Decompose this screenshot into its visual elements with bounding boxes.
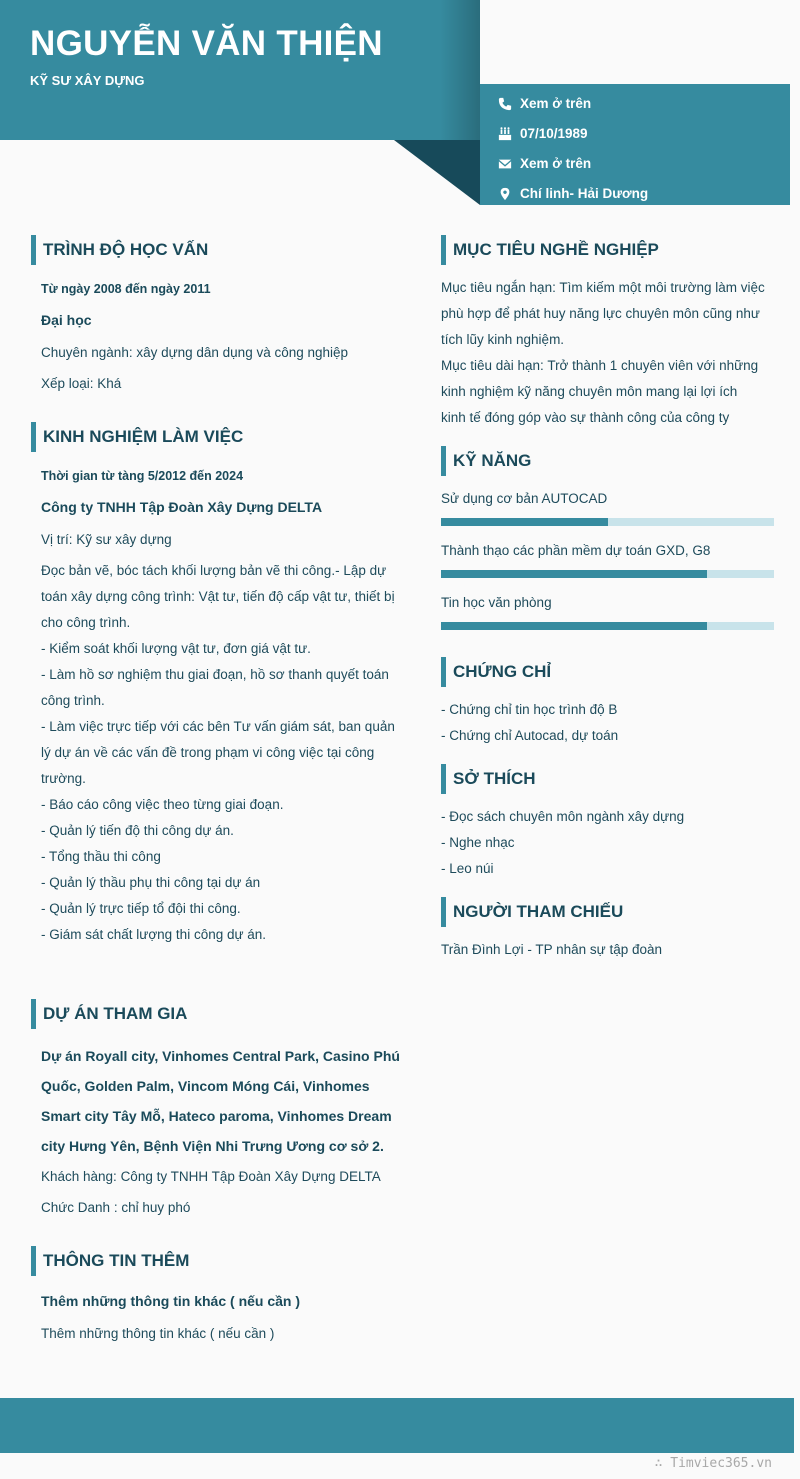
section-marker — [441, 764, 446, 794]
experience-period: Thời gian từ tàng 5/2012 đến 2024 — [41, 469, 244, 483]
education-period: Từ ngày 2008 đến ngày 2011 — [41, 282, 211, 296]
section-education — [31, 235, 208, 265]
project-line: Dự án Royall city, Vinhomes Central Park, Casino Phú — [41, 1048, 400, 1064]
skill-level-fill — [441, 518, 608, 526]
section-references — [441, 897, 623, 927]
section-marker — [31, 235, 36, 265]
reference-entry: Trần Đình Lợi - TP nhân sự tập đoàn — [441, 942, 663, 957]
section-experience — [31, 422, 243, 452]
hobbies-list — [441, 804, 684, 882]
address-value: Chí linh- Hải Dương — [520, 186, 649, 201]
map-pin-icon — [498, 187, 512, 201]
additional-text: Thêm những thông tin khác ( nếu cần ) — [41, 1326, 275, 1341]
job-title: KỸ SƯ XÂY DỰNG — [30, 73, 145, 88]
candidate-name: NGUYỄN VĂN THIỆN — [30, 24, 383, 63]
experience-line: - Tổng thầu thi công — [41, 849, 161, 864]
experience-line: công trình. — [41, 693, 105, 708]
email-value: Xem ở trên — [520, 156, 592, 171]
section-title: KỸ NĂNG — [453, 451, 532, 470]
section-marker — [441, 446, 446, 476]
experience-line: cho công trình. — [41, 615, 131, 630]
skill-level-fill — [441, 622, 707, 630]
experience-line: - Làm hồ sơ nghiệm thu giai đoạn, hồ sơ thanh quyết toán — [41, 667, 389, 682]
experience-line: - Quản lý tiến độ thi công dự án. — [41, 823, 234, 838]
contact-phone — [498, 96, 591, 111]
section-title: THÔNG TIN THÊM — [43, 1251, 190, 1270]
section-title: MỤC TIÊU NGHỀ NGHIỆP — [453, 240, 659, 259]
certificates-list — [441, 697, 618, 749]
hobby-item: - Leo núi — [441, 861, 494, 876]
certificate-item: - Chứng chỉ Autocad, dự toán — [441, 728, 619, 743]
section-marker — [441, 897, 446, 927]
projects-list — [41, 1041, 411, 1161]
objective-line: Mục tiêu ngắn hạn: Tìm kiếm một môi trường làm việc — [441, 280, 765, 295]
education-level: Đại học — [41, 312, 92, 328]
section-hobbies — [441, 764, 536, 794]
project-line: city Hưng Yên, Bệnh Viện Nhi Trưng Ương cơ sở 2. — [41, 1138, 384, 1154]
project-line: Smart city Tây Mỗ, Hateco paroma, Vinhomes Dream — [41, 1108, 392, 1124]
header-banner — [0, 0, 480, 140]
experience-position: Vị trí: Kỹ sư xây dựng — [41, 532, 172, 547]
objective-line: kinh nghiệm kỹ năng chuyên môn mang lại lợi ích — [441, 384, 738, 399]
section-marker — [31, 422, 36, 452]
contact-birthday — [498, 126, 588, 141]
skill-name: Sử dụng cơ bản AUTOCAD — [441, 491, 608, 506]
project-role: Chức Danh : chỉ huy phó — [41, 1200, 191, 1215]
birthday-cake-icon — [498, 127, 512, 141]
education-grade: Xếp loại: Khá — [41, 376, 122, 391]
experience-line: toán xây dựng công trình: Vật tư, tiến độ cấp vật tư, thiết bị — [41, 589, 395, 604]
footer-band — [0, 1398, 794, 1453]
section-title: CHỨNG CHỈ — [453, 662, 552, 681]
section-career-objective — [441, 235, 659, 265]
birthday-value: 07/10/1989 — [520, 126, 588, 141]
watermark: ∴ Timviec365.vn — [654, 1456, 772, 1471]
objective-line: phù hợp để phát huy năng lực chuyên môn cũng như — [441, 306, 760, 321]
hobby-item: - Đọc sách chuyên môn ngành xây dựng — [441, 809, 685, 824]
contact-email — [498, 156, 591, 171]
section-marker — [31, 1246, 36, 1276]
section-skills — [441, 446, 531, 476]
section-title: KINH NGHIỆM LÀM VIỆC — [43, 427, 244, 446]
section-title: NGƯỜI THAM CHIẾU — [453, 902, 624, 921]
objective-text — [441, 275, 786, 431]
phone-value: Xem ở trên — [520, 96, 592, 111]
skill-level-bar — [441, 518, 774, 526]
experience-line: - Giám sát chất lượng thi công dự án. — [41, 927, 267, 942]
objective-line: kinh tế đóng góp vào sự thành công của công ty — [441, 410, 730, 425]
experience-description — [41, 558, 411, 948]
experience-line: - Quản lý thầu phụ thi công tại dự án — [41, 875, 261, 890]
education-major: Chuyên ngành: xây dựng dân dụng và công nghiệp — [41, 345, 349, 360]
experience-company: Công ty TNHH Tập Đoàn Xây Dựng DELTA — [41, 499, 323, 515]
objective-line: Mục tiêu dài hạn: Trở thành 1 chuyên viên với những — [441, 358, 759, 373]
section-additional-info — [31, 1246, 189, 1276]
skill-name: Tin học văn phòng — [441, 595, 552, 610]
project-line: Quốc, Golden Palm, Vincom Móng Cái, Vinhomes — [41, 1078, 370, 1094]
section-marker — [441, 657, 446, 687]
skill-name: Thành thạo các phần mềm dự toán GXD, G8 — [441, 543, 711, 558]
section-marker — [441, 235, 446, 265]
project-client: Khách hàng: Công ty TNHH Tập Đoàn Xây Dựng DELTA — [41, 1169, 381, 1184]
skill-level-bar — [441, 570, 774, 578]
header-fold-shadow — [440, 0, 480, 140]
section-marker — [31, 999, 36, 1029]
experience-line: Đọc bản vẽ, bóc tách khối lượng bản vẽ thi công.- Lập dự — [41, 563, 387, 578]
hobby-item: - Nghe nhạc — [441, 835, 515, 850]
section-projects — [31, 999, 187, 1029]
additional-heading: Thêm những thông tin khác ( nếu cần ) — [41, 1293, 301, 1309]
experience-line: lý dự án về các vấn đề trong phạm vi công việc tại công — [41, 745, 375, 760]
experience-line: - Kiểm soát khối lượng vật tư, đơn giá vật tư. — [41, 641, 311, 656]
phone-icon — [498, 97, 512, 111]
experience-line: - Báo cáo công việc theo từng giai đoạn. — [41, 797, 284, 812]
section-title: DỰ ÁN THAM GIA — [43, 1004, 188, 1023]
experience-line: - Quản lý trực tiếp tổ đội thi công. — [41, 901, 241, 916]
contact-address — [498, 186, 648, 201]
section-title: TRÌNH ĐỘ HỌC VẤN — [43, 240, 209, 259]
experience-line: trường. — [41, 771, 86, 786]
skill-level-bar — [441, 622, 774, 630]
section-title: SỞ THÍCH — [453, 769, 536, 788]
objective-line: tích lũy kinh nghiệm. — [441, 332, 565, 347]
certificate-item: - Chứng chỉ tin học trình độ B — [441, 702, 618, 717]
envelope-icon — [498, 157, 512, 171]
section-certificates — [441, 657, 551, 687]
skill-level-fill — [441, 570, 707, 578]
experience-line: - Làm việc trực tiếp với các bên Tư vấn giám sát, ban quản — [41, 719, 395, 734]
header-fold-corner — [394, 140, 480, 205]
